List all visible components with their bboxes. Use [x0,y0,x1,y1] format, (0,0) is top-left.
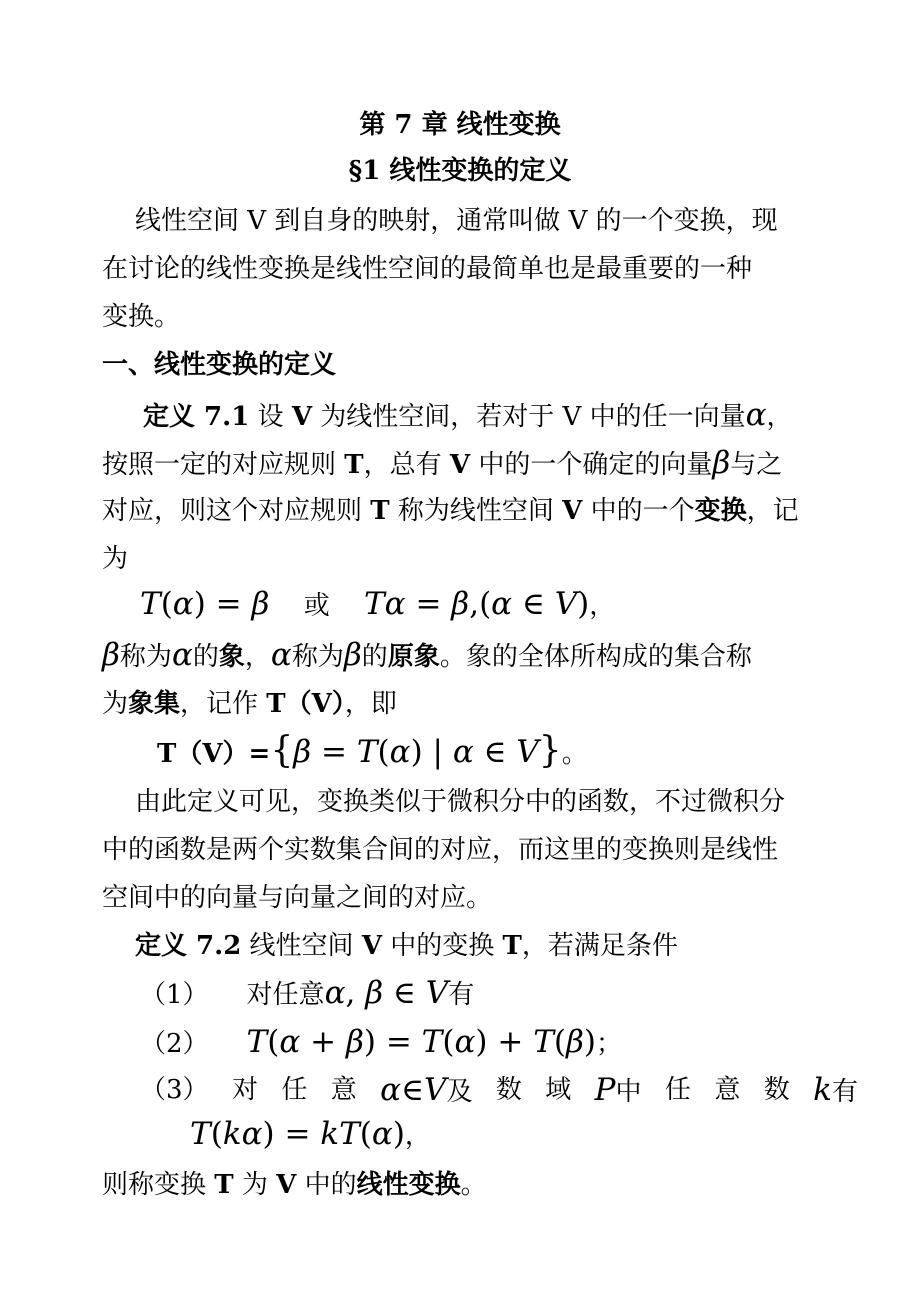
condition-2: （2） T(α + β) = T(α) + T(β)； [140,1024,623,1060]
def71-line-6: β称为α的象，α称为β的原象。象的全体所构成的集合称 [102,637,752,673]
def71-line-4: 为 [102,544,129,574]
intro-line-2: 在讨论的线性变换是线性空间的最简单也是最重要的一种 [102,254,753,284]
beta-symbol: β [712,445,731,481]
def71-line-1: 定义 7.1 设 V 为线性空间，若对于 V 中的任一向量α， [143,397,793,433]
condition-3: （3） 对 任 意 α∈V及 数 域 P中 任 意 数 k有 [140,1072,858,1108]
chapter-title: 第 7 章 线性变换 [359,110,561,140]
def71-line-7: 为象集，记作 T（V），即 [102,689,397,719]
def72-label: 定义 7.2 [135,931,242,961]
def71-line-3: 对应，则这个对应规则 T 称为线性空间 V 中的一个变换，记 [102,496,799,526]
def71-label: 定义 7.1 [143,402,250,432]
para2-line-1: 由此定义可见，变换类似于微积分中的函数，不过微积分 [135,787,786,817]
heading-definition: 一、线性变换的定义 [102,350,337,380]
term-transform: 变换 [694,496,747,526]
para2-line-2: 中的函数是两个实数集合间的对应，而这里的变换则是线性 [102,835,779,865]
alpha-symbol: α [745,397,767,433]
intro-line-1: 线性空间 V 到自身的映射，通常叫做 V 的一个变换，现 [135,206,778,236]
condition-3-formula: T(kα) = kT(α)， [190,1116,431,1152]
formula-image-set: T（V）={β = T(α) | α ∈ V}。 [157,730,588,771]
intro-line-3: 变换。 [102,302,181,332]
def72-line-1: 定义 7.2 线性空间 V 中的变换 T，若满足条件 [135,931,678,961]
condition-1: （1） 对任意α, β ∈ V有 [140,975,475,1011]
term-linear-transform: 线性变换 [356,1170,461,1200]
section-title: §1 线性变换的定义 [348,156,572,186]
para2-line-3: 空间中的向量与向量之间的对应。 [102,883,493,913]
def71-line-2: 按照一定的对应规则 T，总有 V 中的一个确定的向量β与之 [102,445,783,481]
formula-t-alpha: T(α) = β 或 Tα = β,(α ∈ V)， [140,586,616,622]
term-image: 象 [218,642,245,672]
def72-conclusion: 则称变换 T 为 V 中的线性变换。 [102,1170,487,1200]
term-image-set: 象集 [128,689,181,719]
term-preimage: 原象 [387,642,440,672]
